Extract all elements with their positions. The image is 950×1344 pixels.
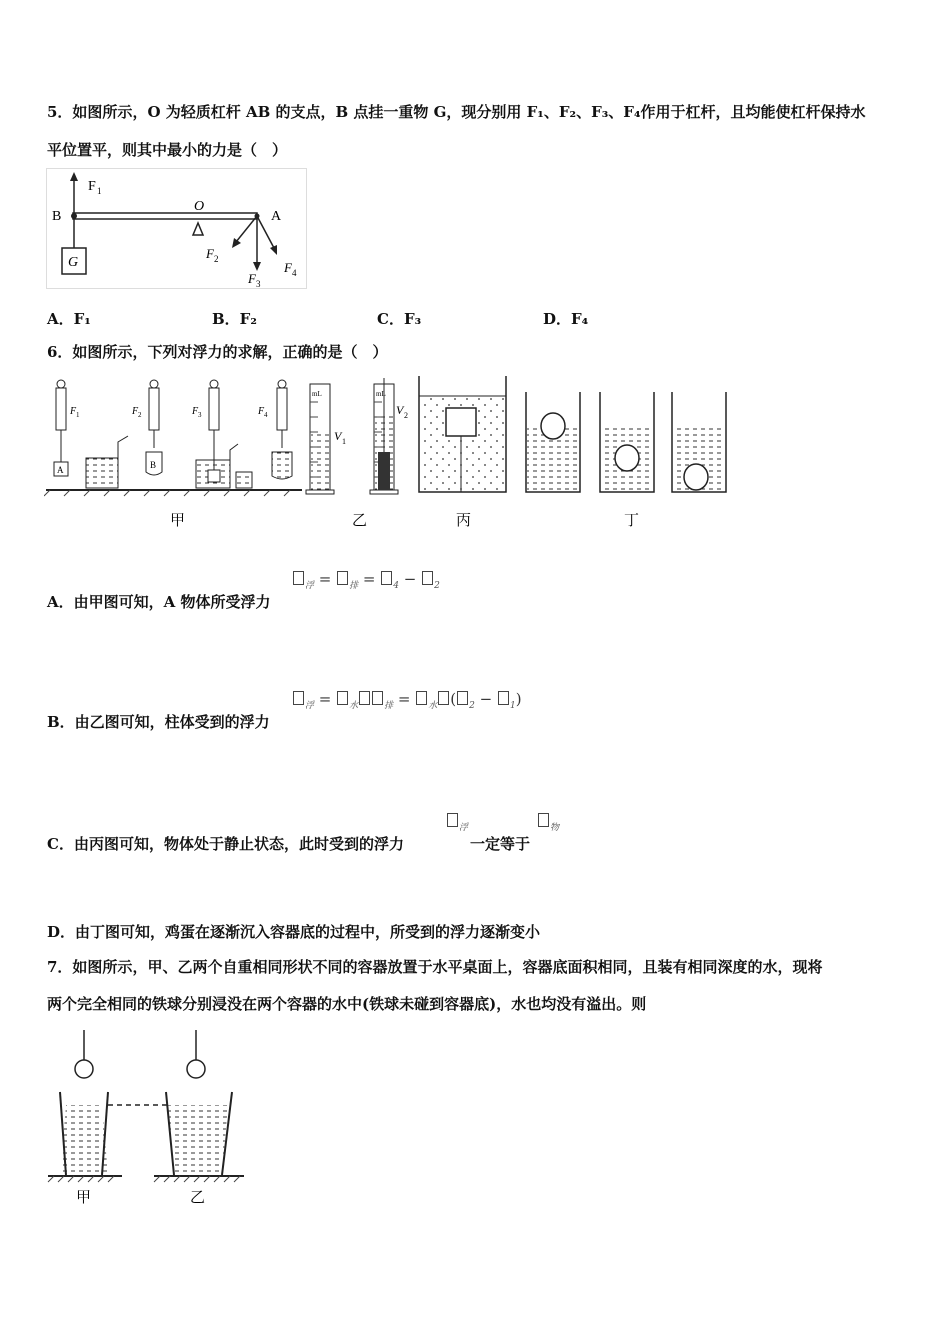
formula-c-fbuoy: 浮 bbox=[446, 812, 468, 833]
q5-stem-line2: 平位置平，则其中最小的力是（ ） bbox=[47, 141, 288, 159]
svg-text:F: F bbox=[284, 260, 292, 275]
svg-text:A: A bbox=[57, 465, 64, 475]
beaker-ding-1 bbox=[526, 392, 580, 492]
buoyancy-figure bbox=[44, 372, 734, 532]
caption-ding: 丁 bbox=[624, 513, 640, 529]
lever-bar bbox=[73, 213, 257, 219]
svg-text:F: F bbox=[70, 406, 77, 417]
q5-option-b: B．F₂ bbox=[212, 310, 257, 328]
svg-text:4: 4 bbox=[264, 411, 268, 419]
svg-text:F: F bbox=[258, 406, 265, 417]
graduated-cylinder-1 bbox=[306, 384, 346, 494]
beaker-ding-2 bbox=[600, 392, 654, 492]
graduated-cylinder-2 bbox=[370, 378, 408, 494]
spring-scale-2 bbox=[131, 380, 162, 475]
svg-text:3: 3 bbox=[198, 411, 202, 419]
q6-option-d: D．由丁图可知，鸡蛋在逐渐沉入容器底的过程中，所受到的浮力逐渐变小 bbox=[47, 923, 541, 941]
q5-option-d: D．F₄ bbox=[543, 310, 589, 328]
svg-text:1: 1 bbox=[76, 411, 80, 419]
beaker-ding-3 bbox=[672, 392, 726, 492]
caption-jia: 甲 bbox=[170, 513, 186, 529]
q6-option-c: C．由丙图可知，物体处于静止状态，此时受到的浮力 bbox=[47, 835, 404, 853]
lever-figure bbox=[46, 168, 308, 290]
formula-c-gobj: 物 bbox=[537, 812, 559, 833]
q6-option-c-mid: 一定等于 bbox=[470, 835, 531, 853]
svg-text:1: 1 bbox=[97, 186, 102, 196]
svg-text:2: 2 bbox=[214, 254, 219, 264]
spring-scale-3 bbox=[191, 380, 252, 488]
caption-bing: 丙 bbox=[456, 513, 472, 529]
caption-jia-7: 甲 bbox=[76, 1190, 92, 1206]
q6-option-a: A．由甲图可知，A 物体所受浮力 bbox=[47, 593, 271, 611]
F1-label: F bbox=[88, 179, 96, 194]
svg-text:4: 4 bbox=[292, 268, 297, 278]
caption-yi-7: 乙 bbox=[190, 1190, 206, 1206]
O-label: O bbox=[194, 199, 205, 214]
svg-text:G: G bbox=[68, 255, 79, 270]
containers-figure bbox=[46, 1030, 256, 1210]
svg-text:V: V bbox=[396, 403, 404, 417]
q5-option-a: A．F₁ bbox=[47, 310, 91, 328]
svg-text:mL: mL bbox=[376, 390, 386, 398]
svg-text:B: B bbox=[150, 460, 157, 470]
svg-text:2: 2 bbox=[138, 411, 142, 419]
iron-ball-yi bbox=[187, 1060, 205, 1078]
svg-text:F: F bbox=[132, 406, 139, 417]
q5-stem-line1: 5．如图所示，O 为轻质杠杆 AB 的支点，B 点挂一重物 G，现分别用 F₁、F₂、F₃、F₄作用于杠杆，且均能使杠杆保持水 bbox=[47, 103, 866, 121]
q6-stem: 6．如图所示，下列对浮力的求解，正确的是（ ） bbox=[47, 343, 388, 361]
svg-text:F: F bbox=[206, 246, 214, 261]
formula-a: $_浮$ = $_排$ = $_4$ − $_2$ bbox=[292, 570, 440, 591]
svg-text:F: F bbox=[192, 406, 199, 417]
q7-stem-line2: 两个完全相同的铁球分别浸没在两个容器的水中(铁球未碰到容器底)，水也均没有溢出。则 bbox=[47, 995, 647, 1013]
spring-scale-1 bbox=[54, 380, 80, 476]
fulcrum bbox=[193, 223, 203, 235]
q5-option-c: C．F₃ bbox=[377, 310, 422, 328]
svg-text:mL: mL bbox=[312, 390, 322, 398]
q6-option-b: B．由乙图可知，柱体受到的浮力 bbox=[47, 713, 270, 731]
svg-text:1: 1 bbox=[342, 437, 346, 446]
formula-b: $_浮$ = $_水$ $_排$ = $_水$ ( $_2$ − $_1$) bbox=[292, 690, 522, 711]
container-bing bbox=[419, 376, 506, 492]
svg-text:F: F bbox=[248, 271, 256, 286]
A-label: A bbox=[271, 209, 282, 224]
q7-stem-line1: 7．如图所示，甲、乙两个自重相同形状不同的容器放置于水平桌面上，容器底面积相同，且装有相同深度的水，现将 bbox=[47, 958, 823, 976]
B-label: B bbox=[52, 209, 62, 224]
spring-scale-4 bbox=[257, 380, 292, 479]
svg-text:2: 2 bbox=[404, 411, 408, 420]
caption-yi: 乙 bbox=[352, 513, 368, 529]
iron-ball-jia bbox=[75, 1060, 93, 1078]
svg-text:V: V bbox=[334, 429, 342, 443]
svg-text:3: 3 bbox=[256, 279, 261, 289]
